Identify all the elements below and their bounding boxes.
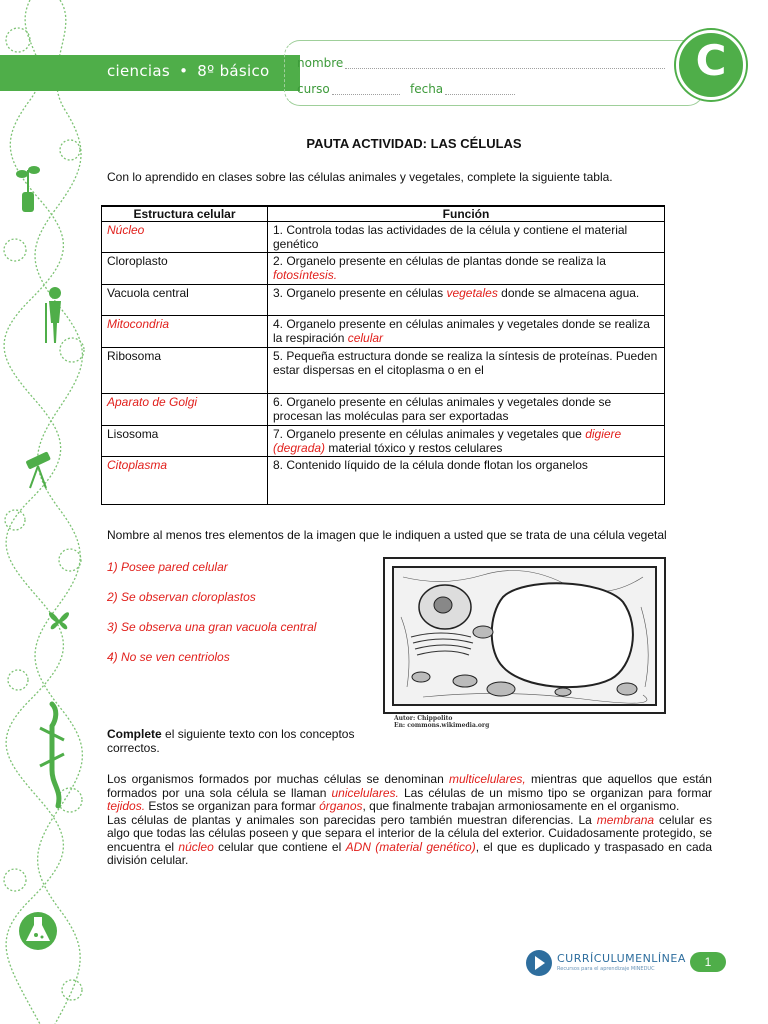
paragraph-text: , que finalmente trabajan armoniosamente en el organismo.	[362, 799, 680, 813]
flask-icon	[18, 905, 58, 955]
table-row	[102, 285, 665, 316]
structure-cell: Vacuola central	[102, 285, 268, 316]
structure-cell: Ribosoma	[102, 348, 268, 394]
footer-tagline: Recursos para el aprendizaje MINEDUC	[557, 966, 655, 972]
lizard-icon	[36, 700, 68, 810]
function-answer: fotosíntesis.	[273, 268, 338, 282]
function-text: donde se almacena agua.	[497, 286, 640, 300]
footer-brand: CURRÍCULUMENLÍNEA	[557, 952, 686, 965]
table-row	[102, 426, 665, 457]
table-row	[102, 253, 665, 285]
function-answer: digiere (degrada)	[273, 427, 622, 455]
table-row	[102, 316, 665, 348]
plant-icon	[14, 160, 42, 214]
person-icon	[42, 285, 68, 345]
answer-word: núcleo	[178, 839, 214, 854]
function-text: 3. Organelo presente en células	[273, 286, 447, 300]
structure-cell: Lisosoma	[102, 426, 268, 457]
cell-structure-table	[101, 205, 665, 505]
answer-word: membrana	[596, 812, 655, 827]
intro-text: Con lo aprendido en clases sobre las células animales y vegetales, complete la siguiente tabla.	[107, 170, 613, 184]
image-credit	[394, 715, 489, 729]
function-text: material tóxico y restos celulares	[325, 441, 503, 455]
function-text: 2. Organelo presente en células de plantas donde se realiza la	[273, 254, 606, 268]
answer-item: 4) No se ven centriolos	[107, 650, 230, 664]
answer-word: órganos	[319, 799, 363, 813]
table-row	[102, 457, 665, 505]
answer-word: tejidos.	[107, 799, 146, 813]
paragraph-text: Las células de plantas y animales son parecidas pero también muestran diferencias. La	[107, 812, 597, 827]
column-header-structure: Estructura celular	[102, 206, 268, 222]
answer-item: 2) Se observan cloroplastos	[107, 590, 256, 604]
table-header-row	[102, 206, 665, 222]
structure-cell: Núcleo	[102, 222, 268, 253]
image-author: Autor: Chippolito	[394, 715, 453, 722]
answer-item: 3) Se observa una gran vacuola central	[107, 620, 317, 634]
function-cell: 5. Pequeña estructura donde se realiza la síntesis de proteínas. Pueden estar dispersas en el citoplasma o en el	[268, 348, 665, 394]
column-header-function: Función	[268, 206, 665, 222]
function-cell	[268, 426, 665, 457]
paragraph-text: , el que es duplicado y traspasado en cada división celular.	[107, 839, 712, 867]
butterfly-icon	[44, 605, 74, 635]
function-cell	[268, 285, 665, 316]
complete-instruction	[107, 727, 377, 755]
answer-word: ADN (material genético)	[345, 839, 476, 854]
fill-in-paragraph	[107, 773, 712, 868]
structure-cell: Mitocondria	[102, 316, 268, 348]
section-badge-letter: C	[695, 36, 727, 85]
function-answer: celular	[347, 331, 384, 345]
complete-rest: el siguiente texto con los conceptos correctos.	[107, 727, 355, 755]
course-field[interactable]	[332, 94, 400, 95]
paragraph-text: Las células de un mismo tipo se organizan para formar	[398, 785, 712, 800]
table-row	[102, 348, 665, 394]
page-number: 1	[690, 952, 726, 972]
student-info-box	[284, 40, 704, 106]
question-text: Nombre al menos tres elementos de la imagen que le indiquen a usted que se trata de una célula vegetal	[107, 528, 667, 542]
name-label: nombre	[297, 56, 344, 70]
complete-bold: Complete	[107, 727, 162, 741]
function-cell: 8. Contenido líquido de la célula donde flotan los organelos	[268, 457, 665, 505]
answer-item: 1) Posee pared celular	[107, 560, 228, 574]
table-row	[102, 222, 665, 253]
paragraph-text: Los organismos formados por muchas células se denominan	[107, 772, 450, 786]
structure-cell: Aparato de Golgi	[102, 394, 268, 426]
function-cell: 6. Organelo presente en células animales y vegetales donde se procesan las moléculas para ser exportadas	[268, 394, 665, 426]
answer-word: multicelulares,	[449, 772, 526, 786]
image-source: En: commons.wikimedia.org	[394, 722, 490, 729]
name-field[interactable]	[345, 68, 665, 69]
function-cell	[268, 253, 665, 285]
structure-cell: Cloroplasto	[102, 253, 268, 285]
telescope-icon	[22, 450, 56, 490]
plant-cell-illustration	[383, 557, 666, 727]
date-field[interactable]	[445, 94, 515, 95]
curriculum-logo-icon	[525, 949, 553, 977]
function-cell	[268, 316, 665, 348]
paragraph-text: celular es algo que todas las células poseen y que separa el interior de la célula del exterior. Cuidadosamente protegido, se encuentra el	[107, 812, 712, 854]
subject-name: ciencias	[107, 62, 170, 80]
answer-word: unicelulares.	[331, 785, 399, 800]
paragraph-text: mientras que aquellos que están formados por una sola célula se llaman	[107, 772, 712, 800]
table-row	[102, 394, 665, 426]
subject-label	[107, 62, 270, 80]
function-answer: vegetales	[446, 286, 498, 300]
decorative-vine-border	[0, 0, 88, 1024]
answer-list	[107, 560, 316, 680]
course-label: curso	[297, 82, 330, 96]
function-cell: 1. Controla todas las actividades de la célula y contiene el material genético	[268, 222, 665, 253]
grade-level: 8º básico	[197, 62, 270, 80]
paragraph-text: celular que contiene el	[213, 839, 346, 854]
paragraph-text: Estos se organizan para formar	[145, 799, 320, 813]
function-text: 7. Organelo presente en células animales y vegetales que	[273, 427, 586, 441]
page-title: PAUTA ACTIVIDAD: LAS CÉLULAS	[306, 136, 522, 151]
subject-separator: •	[179, 62, 189, 80]
date-label: fecha	[410, 82, 444, 96]
function-text: 4. Organelo presente en células animales y vegetales donde se realiza la respiración	[273, 317, 650, 345]
structure-cell: Citoplasma	[102, 457, 268, 505]
